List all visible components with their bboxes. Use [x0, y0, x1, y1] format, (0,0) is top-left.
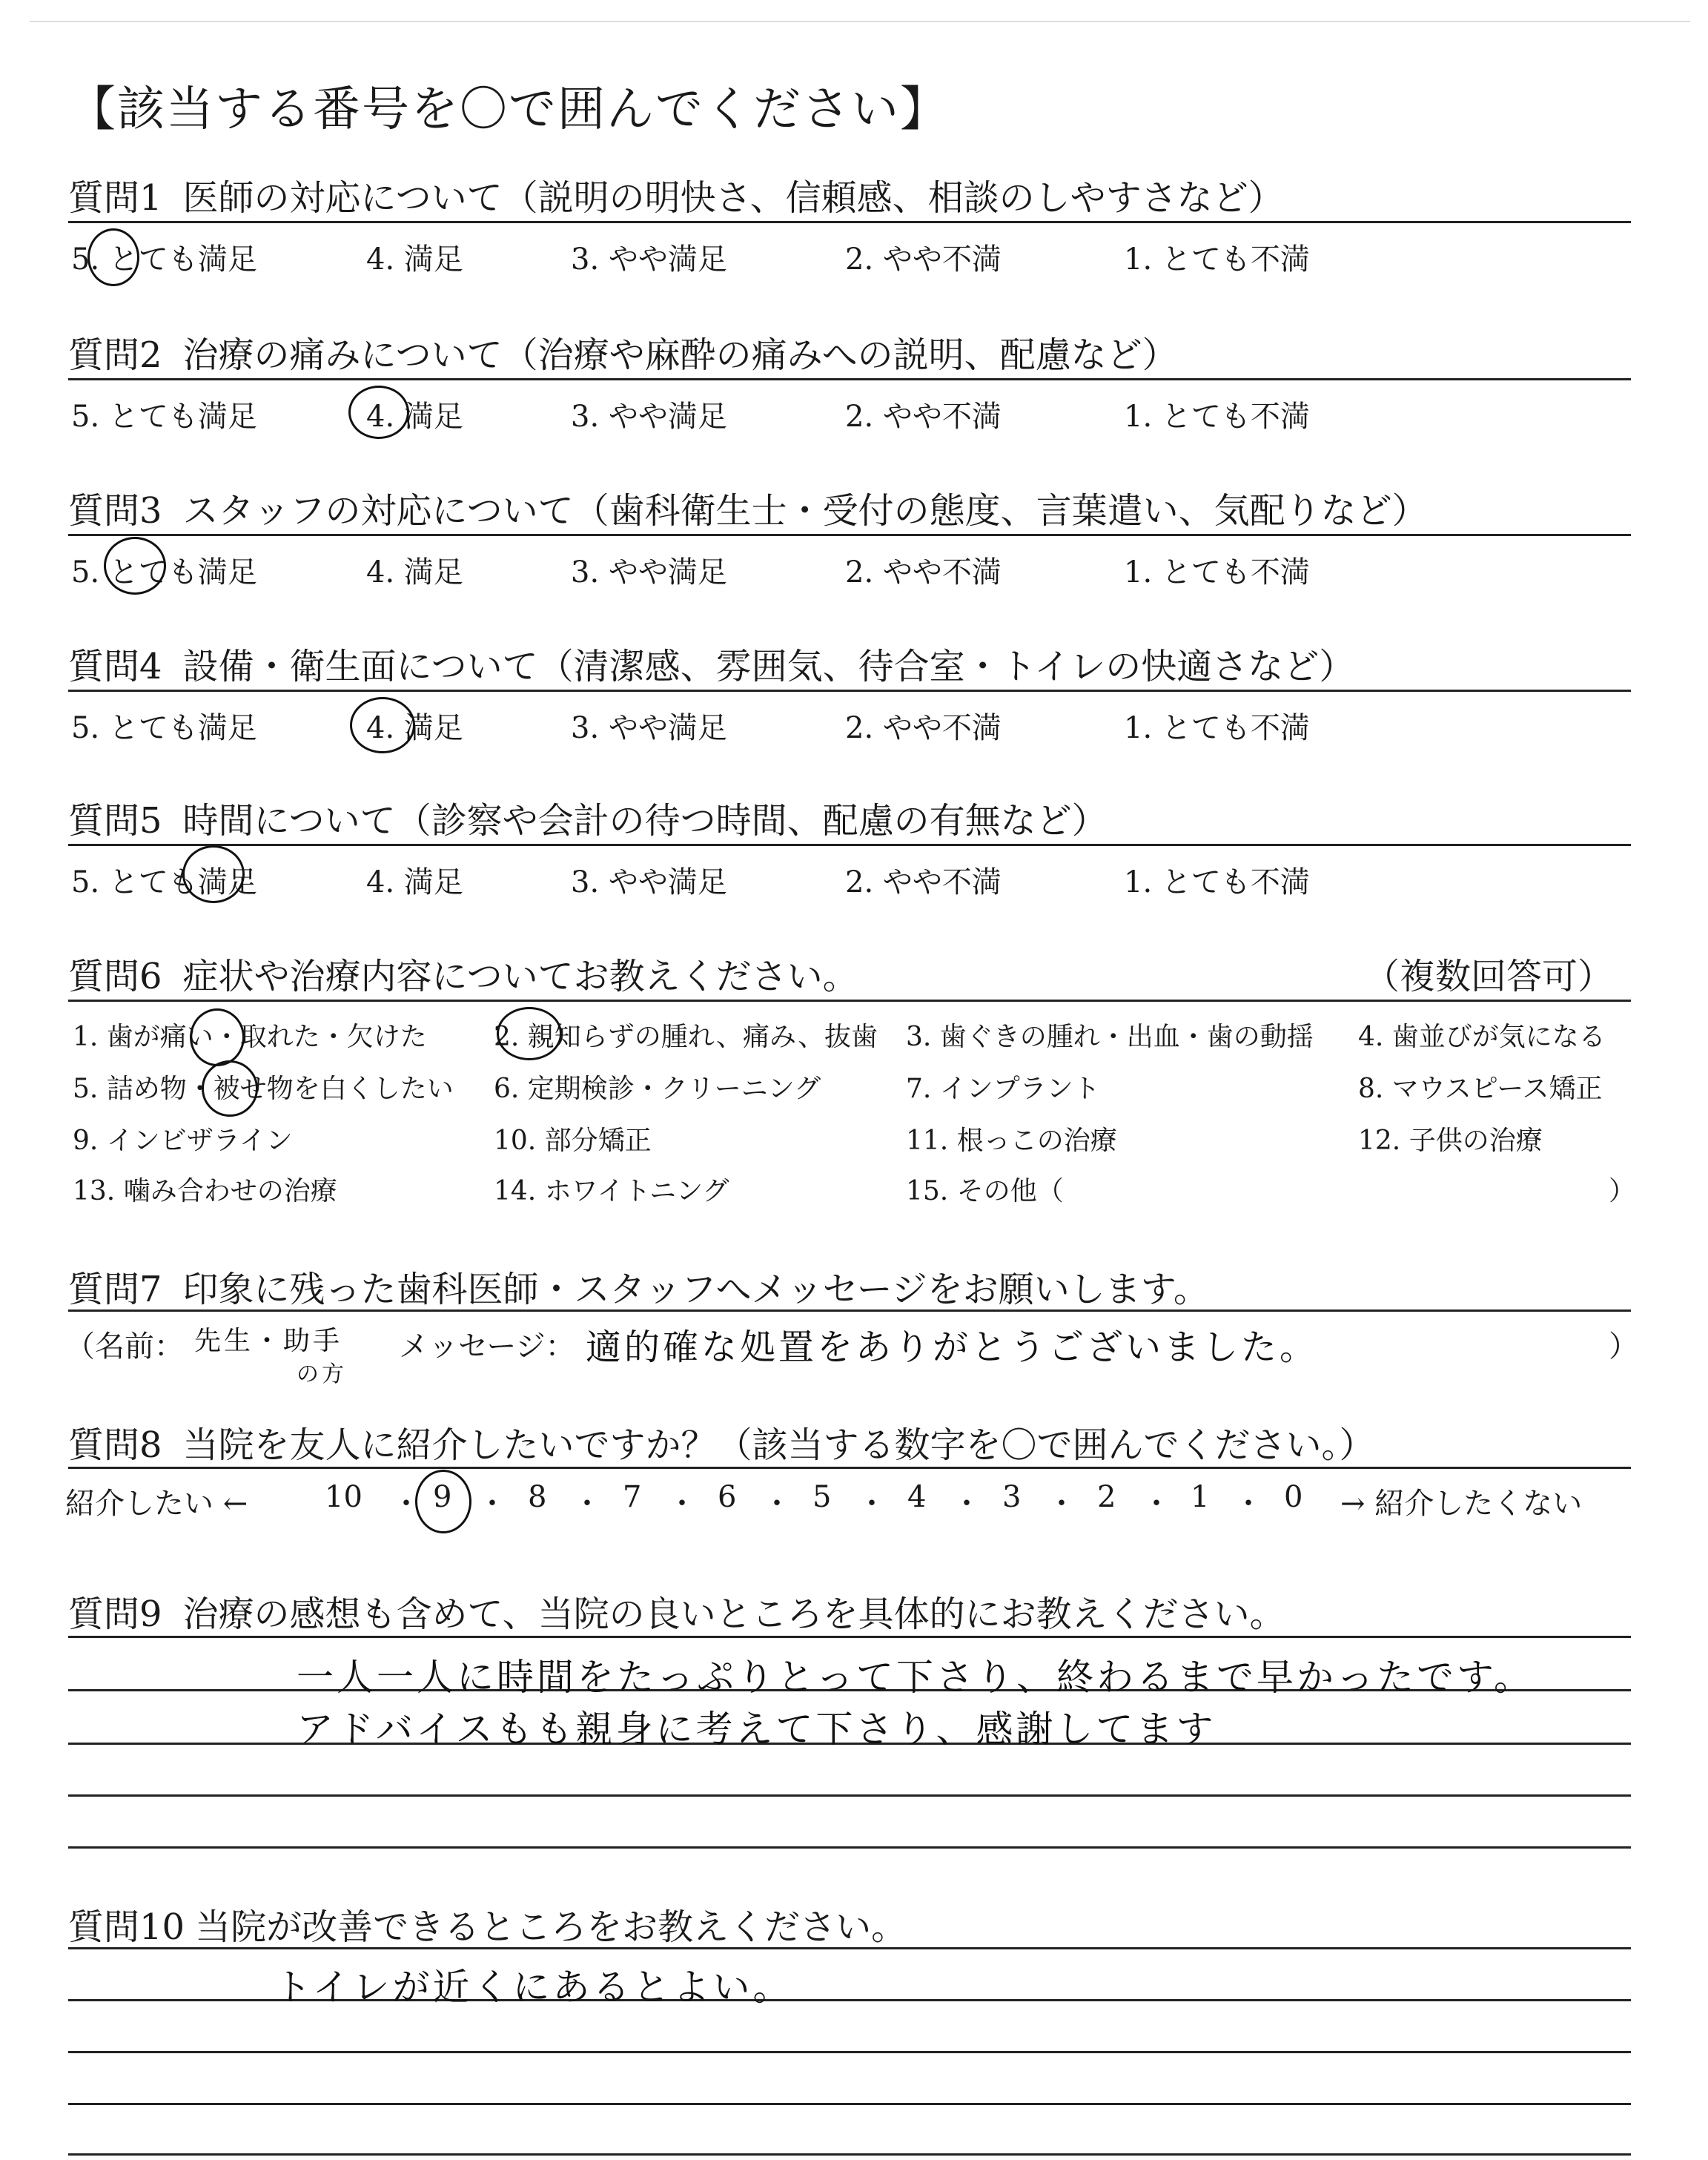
- q1-option-2[interactable]: 2. やや不満: [845, 242, 1002, 277]
- q8-right-label: → 紹介したくない: [1340, 1487, 1583, 1521]
- q6-option-5[interactable]: 5. 詰め物・被せ物を白くしたい: [73, 1074, 454, 1104]
- q1-option-1[interactable]: 1. とても不満: [1124, 242, 1310, 277]
- q6-option-9[interactable]: 9. インビザライン: [73, 1126, 293, 1156]
- q8-sep-10: ・: [1234, 1487, 1263, 1521]
- q8-selection-circle: [415, 1470, 471, 1533]
- q3-option-2[interactable]: 2. やや不満: [845, 555, 1002, 589]
- q6-option-13[interactable]: 13. 噛み合わせの治療: [73, 1176, 337, 1206]
- q7-number: 質問7: [68, 1269, 162, 1310]
- q3-text: スタッフの対応について（歯科衛生士・受付の態度、言葉遣い、気配りなど）: [182, 490, 1428, 532]
- q9-text: 治療の感想も含めて、当院の良いところを具体的にお教えください。: [182, 1593, 1285, 1635]
- q6-option-15[interactable]: 15. その他（: [906, 1176, 1064, 1206]
- q5-rule: [68, 844, 1631, 846]
- q2-text: 治療の痛みについて（治療や麻酔の痛みへの説明、配慮など）: [182, 334, 1178, 376]
- q3-option-3[interactable]: 3. やや満足: [571, 555, 727, 589]
- q9-rule-5: [68, 1846, 1631, 1849]
- q1-option-3[interactable]: 3. やや満足: [571, 242, 727, 277]
- q8-sep-3: ・: [572, 1487, 602, 1521]
- q6-option-10[interactable]: 10. 部分矯正: [494, 1126, 652, 1156]
- q10-number: 質問10: [68, 1906, 185, 1948]
- q1-number: 質問1: [68, 177, 162, 219]
- q10-rule-3: [68, 2051, 1631, 2053]
- q5-option-5[interactable]: 5. とても満足: [71, 865, 257, 899]
- q8-score-2[interactable]: 2: [1097, 1480, 1116, 1514]
- q8-sep-1: ・: [391, 1487, 421, 1521]
- q8-text: 当院を友人に紹介したいですか？（該当する数字を〇で囲んでください。）: [182, 1424, 1375, 1466]
- q7-text: 印象に残った歯科医師・スタッフへメッセージをお願いします。: [182, 1269, 1209, 1310]
- q1-rule: [68, 221, 1631, 223]
- q3-heading: [68, 482, 1428, 533]
- q1-option-4[interactable]: 4. 満足: [366, 242, 463, 277]
- q6-selection-circle-5: [202, 1060, 258, 1117]
- q3-option-4[interactable]: 4. 満足: [366, 555, 463, 589]
- q6-text: 症状や治療内容についてお教えください。: [182, 956, 858, 997]
- q8-score-0[interactable]: 0: [1284, 1480, 1303, 1514]
- q2-number: 質問2: [68, 334, 162, 376]
- q7-message-label: メッセージ：: [399, 1330, 575, 1364]
- q4-rule: [68, 690, 1631, 692]
- q2-rule: [68, 378, 1631, 380]
- q4-option-1[interactable]: 1. とても不満: [1124, 711, 1310, 745]
- q8-score-3[interactable]: 3: [1002, 1480, 1022, 1514]
- q6-heading: [68, 948, 858, 999]
- q1-heading: [68, 169, 1284, 220]
- q2-option-2[interactable]: 2. やや不満: [845, 400, 1002, 434]
- q6-option-4[interactable]: 4. 歯並びが気になる: [1358, 1022, 1606, 1052]
- q8-rule: [68, 1467, 1631, 1469]
- q1-text: 医師の対応について（説明の明快さ、信頼感、相談のしやすさなど）: [182, 177, 1284, 219]
- q2-option-3[interactable]: 3. やや満足: [571, 400, 727, 434]
- q6-option-11[interactable]: 11. 根っこの治療: [906, 1126, 1117, 1156]
- q6-option-14[interactable]: 14. ホワイトニング: [494, 1176, 729, 1206]
- q8-score-8[interactable]: 8: [528, 1480, 547, 1514]
- q9-number: 質問9: [68, 1593, 162, 1635]
- q6-option-15-close: ）: [1609, 1176, 1636, 1206]
- q8-number: 質問8: [68, 1424, 162, 1466]
- q6-multiple-note: （複数回答可）: [1364, 956, 1614, 997]
- q6-option-6[interactable]: 6. 定期検診・クリーニング: [494, 1074, 821, 1104]
- q8-left-label: 紹介したい ←: [65, 1487, 248, 1521]
- q10-heading: [68, 1898, 907, 1949]
- q1-option-5[interactable]: 5. とても満足: [71, 242, 257, 277]
- q3-rule: [68, 534, 1631, 536]
- q8-sep-6: ・: [857, 1487, 887, 1521]
- q3-number: 質問3: [68, 490, 162, 532]
- q10-rule-5: [68, 2153, 1631, 2156]
- q8-sep-8: ・: [1047, 1487, 1076, 1521]
- q2-option-4[interactable]: 4. 満足: [366, 400, 463, 434]
- q5-text: 時間について（診察や会計の待つ時間、配慮の有無など）: [182, 800, 1108, 842]
- q5-number: 質問5: [68, 800, 162, 842]
- q8-score-10[interactable]: 10: [325, 1480, 363, 1514]
- q2-option-1[interactable]: 1. とても不満: [1124, 400, 1310, 434]
- q8-heading: [68, 1416, 1375, 1467]
- q5-option-1[interactable]: 1. とても不満: [1124, 865, 1310, 899]
- q9-rule-4: [68, 1794, 1631, 1797]
- q2-selection-circle: [348, 386, 409, 439]
- q10-text: 当院が改善できるところをお教えください。: [195, 1906, 907, 1948]
- q8-score-5[interactable]: 5: [812, 1480, 832, 1514]
- q6-rule: [68, 1000, 1631, 1002]
- q6-selection-circle-1: [190, 1008, 245, 1066]
- q4-option-3[interactable]: 3. やや満足: [571, 711, 727, 745]
- q6-number: 質問6: [68, 956, 162, 997]
- q4-text: 設備・衛生面について（清潔感、雰囲気、待合室・トイレの快適さなど）: [182, 646, 1355, 687]
- q8-score-6[interactable]: 6: [718, 1480, 737, 1514]
- q7-message-value[interactable]: 適的確な処置をありがとうございました。: [586, 1327, 1319, 1368]
- q4-option-4[interactable]: 4. 満足: [366, 711, 463, 745]
- q10-rule-1: [68, 1947, 1631, 1949]
- q1-selection-circle: [87, 228, 139, 286]
- q7-name-value[interactable]: 先生・助手: [194, 1326, 343, 1356]
- q8-score-4[interactable]: 4: [907, 1480, 927, 1514]
- q8-sep-5: ・: [762, 1487, 792, 1521]
- q7-heading: [68, 1261, 1209, 1312]
- form-title: 【該当する番号を〇で囲んでください】: [68, 82, 949, 137]
- q9-heading: [68, 1585, 1285, 1636]
- q8-score-9[interactable]: 9: [433, 1480, 452, 1514]
- q4-option-2[interactable]: 2. やや不満: [845, 711, 1002, 745]
- q7-name-value-sub: の方: [297, 1361, 347, 1387]
- q6-option-7[interactable]: 7. インプラント: [906, 1074, 1100, 1104]
- q9-answer-line-2[interactable]: アドバイスもも親身に考えて下さり、感謝してます: [297, 1708, 1217, 1751]
- q10-rule-4: [68, 2103, 1631, 2105]
- q4-heading: [68, 638, 1354, 689]
- q5-option-2[interactable]: 2. やや不満: [845, 865, 1002, 899]
- q6-option-12[interactable]: 12. 子供の治療: [1358, 1126, 1543, 1156]
- q6-option-2[interactable]: 2. 親知らずの腫れ、痛み、抜歯: [494, 1022, 878, 1052]
- q10-answer-line-1[interactable]: トイレが近くにあるとよい。: [274, 1966, 793, 2009]
- q4-selection-circle: [350, 697, 415, 753]
- q8-sep-4: ・: [667, 1487, 697, 1521]
- q3-option-5[interactable]: 5. とても満足: [71, 555, 257, 589]
- q7-close-paren: ）: [1609, 1330, 1638, 1364]
- q7-rule: [68, 1309, 1631, 1312]
- q6-option-8[interactable]: 8. マウスピース矯正: [1358, 1074, 1603, 1104]
- q7-name-label: （名前：: [65, 1330, 184, 1364]
- q8-sep-2: ・: [477, 1487, 507, 1521]
- q6-option-3[interactable]: 3. 歯ぐきの腫れ・出血・歯の動揺: [906, 1022, 1314, 1052]
- q8-score-7[interactable]: 7: [623, 1480, 642, 1514]
- q6-option-1[interactable]: 1. 歯が痛い・取れた・欠けた: [73, 1022, 427, 1052]
- q2-heading: [68, 326, 1178, 377]
- q5-heading: [68, 792, 1108, 843]
- q4-option-5[interactable]: 5. とても満足: [71, 711, 257, 745]
- q4-number: 質問4: [68, 646, 162, 687]
- q8-sep-7: ・: [952, 1487, 982, 1521]
- page-top-border: [30, 21, 1690, 22]
- q5-option-4[interactable]: 4. 満足: [366, 865, 463, 899]
- q8-sep-9: ・: [1142, 1487, 1171, 1521]
- q9-answer-line-1[interactable]: 一人一人に時間をたっぷりとって下さり、終わるまで早かったです。: [297, 1656, 1534, 1699]
- q3-selection-circle: [104, 537, 166, 595]
- q5-selection-circle: [182, 845, 245, 903]
- q3-option-1[interactable]: 1. とても不満: [1124, 555, 1310, 589]
- q2-option-5[interactable]: 5. とても満足: [71, 400, 257, 434]
- q9-rule-1: [68, 1636, 1631, 1638]
- q5-option-3[interactable]: 3. やや満足: [571, 865, 727, 899]
- q8-score-1[interactable]: 1: [1191, 1480, 1210, 1514]
- q6-selection-circle-2: [497, 1007, 562, 1060]
